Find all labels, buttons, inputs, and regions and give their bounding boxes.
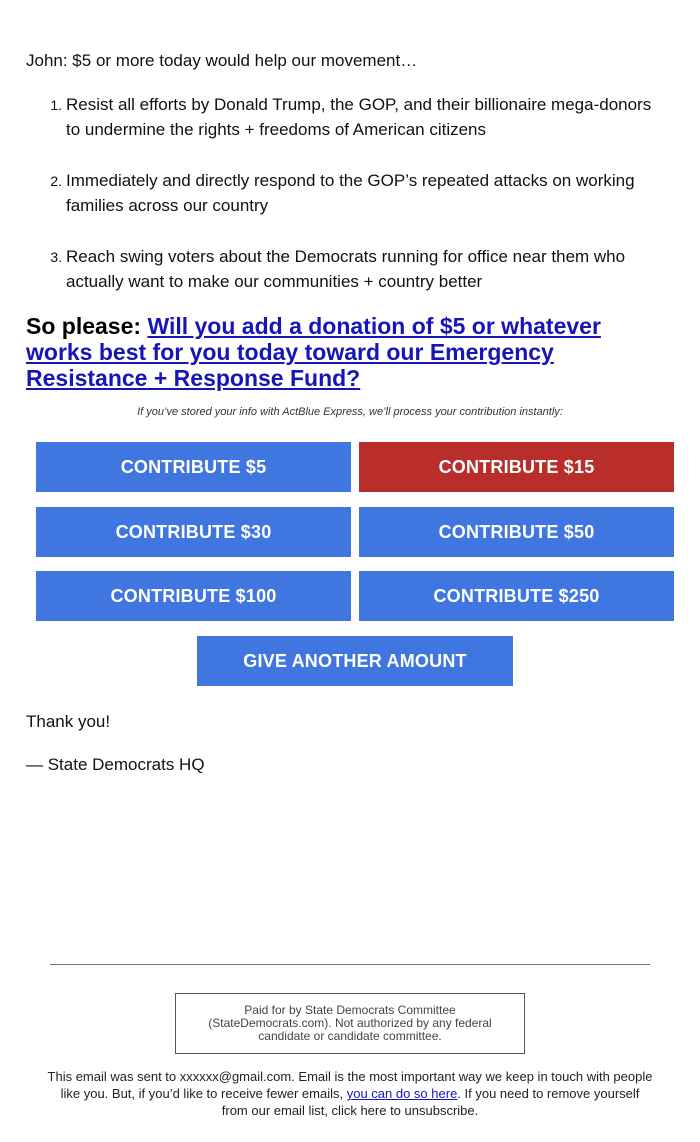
fewer-emails-link[interactable]: you can do so here [346,1086,458,1101]
paid-for-disclaimer: Paid for by State Democrats Committee (StateDemocrats.com). Not authorized by any federal candidate or candidate committee. [175,993,525,1054]
signoff-text: — State Democrats HQ [26,755,205,774]
contribute-5-button[interactable]: CONTRIBUTE $5 [36,442,351,492]
contribute-15-button[interactable]: CONTRIBUTE $15 [359,442,674,492]
contribute-250-button[interactable]: CONTRIBUTE $250 [359,571,674,621]
donation-ask-link[interactable]: Will you add a donation of $5 or whatever works best for you today toward our Emergency Resistance + Response Fund? [26,313,601,391]
contribute-50-button[interactable]: CONTRIBUTE $50 [359,507,674,557]
contribute-30-button[interactable]: CONTRIBUTE $30 [36,507,351,557]
actblue-express-note: If you’ve stored your info with ActBlue Express, we’ll process your contribution instantly: [137,406,563,418]
intro-text: John: $5 or more today would help our movement… [26,51,418,70]
footer-divider [50,964,650,965]
list-item: 2. Immediately and directly respond to the GOP’s repeated attacks on working families across our country [66,168,666,218]
list-item: 1. Resist all efforts by Donald Trump, the GOP, and their billionaire mega-donors to undermine the rights + freedoms of American citizens [66,92,666,142]
footer-text [46,1068,654,1119]
points-list [26,92,666,320]
footer-text-part1: This email was sent to xxxxxx@gmail.com. Email is the most important way we keep in touch with people like you. But, if you’d like to receive fewer emails, [47,1069,653,1101]
ask-prefix: So please: [26,313,142,339]
thanks-text: Thank you! [26,712,111,731]
contribute-100-button[interactable]: CONTRIBUTE $100 [36,571,351,621]
give-another-amount-button[interactable]: GIVE ANOTHER AMOUNT [197,636,513,686]
footer-text-part2: . If you need to remove yourself from our email list, click here to unsubscribe. [221,1086,640,1118]
list-item: 3. Reach swing voters about the Democrats running for office near them who actually want to make our communities + country better [66,244,666,294]
donation-ask [26,313,666,391]
